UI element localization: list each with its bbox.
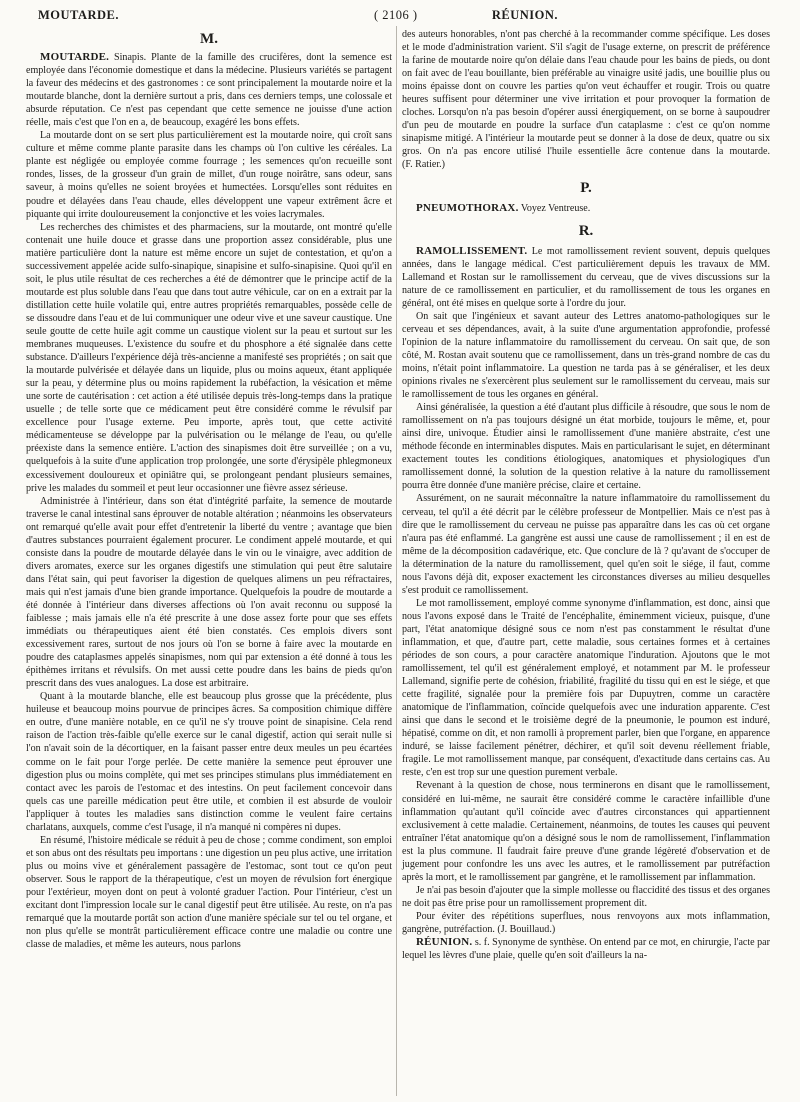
headword-reunion: RÉUNION. xyxy=(416,936,473,949)
running-head-left: MOUTARDE. xyxy=(38,8,120,22)
right-column xyxy=(402,28,770,962)
entry-ramollissement-p6: Revenant à la question de chose, nous terminerons en disant que le ramollissement, considéré en lui-même, ne saurait être considéré comme le caractère infaillible d'une inflammation qu'autant qu'il coïncide avec d'autres circonstances qui appartiennent exclusivement à cette maladie. Certainement, néanmoins, de toutes les causes qui peuvent entraîner l'état anatomique qu'on a désigné sous le nom de ramollissement, l'inflammation est la plus commune. Il faudrait faire preuve d'une grande légèreté d'observation et de jugement pour confondre les uns avec les autres, et le ramollissement par putréfaction après la mort, et le ramollissement par gangrène, et le ramollissement par inflammation. xyxy=(402,780,770,883)
entry-ramollissement-p3: Ainsi généralisée, la question a été d'autant plus difficile à résoudre, que sous le nom de ramollissement on n'a pas toujours désigné un état morbide, toujours le même, et, pour ainsi dire, univoque. Étudier ainsi le ramollissement d'une manière abstraite, c'est une méthode féconde en interminables disputes. Mais en particularisant le sujet, en déterminant exactement toutes les conditions étiologiques, anatomiques et physiologiques d'un ramollissement donné, la solution de la question relative à la nature du ramollissement pourra être donnée d'une manière précise, claire et certaine. xyxy=(402,402,770,492)
entry-moutarde-p4: Administrée à l'intérieur, dans son état d'intégrité parfaite, la semence de moutarde traverse le canal intestinal sans éprouver de notable altération ; néanmoins les observateurs ont remarqué qu'elle avait pour effet d'entretenir la liberté du ventre ; avantage que bien d'autres substances pourraient également procurer. Le condiment appelé moutarde, et qui consiste dans la poudre de moutarde délayée dans le vin ou le vinaigre, avec addition de divers aromates, exerce sur les organes digestifs une stimulation qui peut être salutaire dans l'état sain, qui peut favoriser la digestion de quelques alimens un peu réfractaires, mais qui n'est jamais d'une bien grande importance. Quelquefois la poudre de moutarde a été donnée à l'intérieur dans diverses affections où l'on avait reconnu ou supposé la faiblesse ; mais jamais elle n'a été prescrite à une dose assez forte pour que ses effets immédiats ou thérapeutiques aient été bien constatés. Ces emplois divers sont excessivement rares, surtout de nos jours où l'on se borne à faire avec la moutarde en poudre des cataplasmes appelés sinapismes, nom qui par extension a été donné à tous les épithèmes irritans et révulsifs. On met aussi cette poudre dans les bains de pieds qu'on prescrit dans des vues analogues. La dose est arbitraire. xyxy=(26,495,392,690)
entry-ramollissement xyxy=(402,245,770,310)
entry-ramollissement-p5: Le mot ramollissement, employé comme synonyme d'inflammation, est donc, ainsi que nous l'avons exposé dans le Traité de l'encéphalite, éminemment vicieux, puisque, d'une part, l'état anatomique désigné sous ce nom n'est pas constamment le résultat d'une inflammation, et que, d'autre part, cette maladie, sous certaines formes et à certaines périodes de son cours, a pour caractère anatomique l'induration. Ajoutons que le mot ramollissement, tel qu'il est généralement employé, et notamment par M. le professeur Lallemand, signifie perte de cohésion, friabilité, fragilité du tissu qui en est le siége, et que cette fragilité, signalée pour la première fois par Dupuytren, comme un caractère anatomique de l'inflammation, coïncide quelquefois avec une induration apparente. C'est ainsi que dans le second et le troisième degré de la pneumonie, le poumon est induré, hépatisé, comme on dit, et non ramolli à proprement parler, bien que l'organe, en apparence induré, se laisse facilement pénétrer, déchirer, et qu'il soit devenu réellement friable, fragile. Le mot ramollissement manque, par conséquent, d'exactitude dans certains cas. Au reste, c'en est trop sur une question purement verbale. xyxy=(402,597,770,779)
entry-moutarde-p5: Quant à la moutarde blanche, elle est beaucoup plus grosse que la précédente, plus huileuse et beaucoup moins pourvue de principes âcres. Sa composition chimique diffère en outre, d'une manière notable, en ce qu'il ne s'y trouve point de sinapisine. Cela rend raison de l'action très-faible qu'elle exerce sur le canal digestif, action qui serait nulle si l'on n'avait soin de la décortiquer, en la faisant passer entre deux meules un peu écartées comme on le fait pour l'orge perlée. De cette manière la semence peut éprouver une digestion plus ou moins complète, qui met ses principes stimulans plus immédiatement en contact avec les parois de l'estomac et des intestins. On peut facilement concevoir dans quels cas une pareille médication peut être utile, et combien il est absurde de vouloir l'appliquer à toutes les maladies sans distinction comme le veulent faire certains charlatans, auxquels, comme c'est l'usage, il n'a manqué ni compères ni dupes. xyxy=(26,691,392,833)
entry-moutarde-p3: Les recherches des chimistes et des pharmaciens, sur la moutarde, ont montré qu'elle contenait une huile douce et grasse dans une proportion assez considérable, plus une matière particulière dont la nature est même encore un sujet de contestation, et qu'on a successivement appelée acide sulfo-sinapique, sinapisine et sulfo-sinapisine. Quoi qu'il en soit, le plus utile résultat de ces recherches a été de démontrer que le principe actif de la moutarde est plus soluble dans l'eau que dans tout autre véhicule, car on en a extrait par la distillation cette huile volatile qui, entre autres propriétés remarquables, possède celle de se dissoudre dans l'eau et de lui communiquer une odeur vive et une saveur caustique. Une seule goutte de cette huile agit comme un caustique violent sur la peau et surtout sur les membranes muqueuses. L'existence du soufre et du phosphore a été signalée dans cette substance. D'ailleurs l'expérience déjà très-ancienne a manifesté ses propriétés ; on sait que la moutarde pulvérisée et délayée dans un liquide, plus ou moins aqueux, étant appliquée sur la peau, y détermine plus ou moins rapidement la rubéfaction, la vésication et même une sorte de cautérisation : cet action a été utilisée depuis très-long-temps dans la pratique usuelle ; de telle sorte que ce médicament peut être considéré comme le révulsif par excellence pour l'usage externe. Peu importe, après tout, que cette activité médicamenteuse se développe par la pulvérisation ou le mélange de l'eau, ou qu'elle préexiste dans la semence entière. L'action des sinapismes doit être surveillée ; on a vu, quelquefois à la suite d'une application trop prolongée, une sorte d'érysipèle phlegmoneux excessivement douloureux et opiniâtre qui, se prolongeant pendant plusieurs semaines, prive les malades du sommeil et peut leur occasionner une fièvre assez sérieuse. xyxy=(26,221,393,494)
entry-reunion xyxy=(402,936,770,962)
author-signature-bouillaud: (J. Bouillaud.) xyxy=(497,924,556,935)
author-signature-ratier: (F. Ratier.) xyxy=(402,159,446,171)
entry-moutarde-p2: La moutarde dont on se sert plus particulièrement est la moutarde noire, qui croît sans culture et même comme plante parasite dans les champs où l'on cultive les céréales. La plante est négligée ou employée comme fourrage ; les semences qu'on recueille sont rondes, lisses, de la grosseur d'un grain de millet, d'un rouge noirâtre, sans odeur, sans saveur, à moins qu'elles ne soient broyées et humectées. Lorsqu'elles sont réduites en poudre et délayées dans l'eau chaude, elles développent une vapeur extrêment âcre et piquante qui irrite douloureusement la conjonctive et les voies lacrymales. xyxy=(26,130,392,220)
entry-pneumothorax xyxy=(402,202,770,215)
column-divider xyxy=(396,26,397,1096)
entry-moutarde-p6: En résumé, l'histoire médicale se réduit à peu de chose ; comme condiment, son emploi et son abus ont des résultats peu importans : une digestion un peu plus active, une irritation plus ou moins vive et généralement passagère de l'estomac, sont tout ce qu'on peut observer. Sous le rapport de la thérapeutique, c'est un moyen de révulsion fort énergique pour l'extérieur, moyen dont on peut à volonté graduer l'action. Pour l'intérieur, c'est un excitant dont l'impression locale sur le canal digestif peut être utilisée. Au reste, on n'a pas remarqué que la moutarde portât son action d'une manière spéciale sur tel ou tel organe, et non plus qu'elle se montrât particulièrement efficace contre une maladie ou contre une classe de maladies, et même les auteurs, nous parlons xyxy=(26,834,392,951)
headword-pneumothorax: PNEUMOTHORAX. xyxy=(416,201,519,214)
section-letter-m: M. xyxy=(200,31,218,47)
entry-ramollissement-p2: On sait que l'ingénieux et savant auteur des Lettres anatomo-pathologiques sur le cerveau et ses dépendances, avait, à la suite d'une argumentation approfondie, professé l'opinion de la nature inflammatoire du ramollissement du cerveau. On sait que, de son côté, M. Rostan avait soutenu que ce ramollissement, dans un très-grand nombre de cas du moins, n'était point inflammatoire. La question ne tarda pas à se généraliser, et les deux opinions rivales ne s'exercèrent plus seulement sur le ramollissement du cerveau, mais sur le ramollissement de tous les organes en général. xyxy=(402,310,770,401)
entry-ramollissement-p7: Je n'ai pas besoin d'ajouter que la simple mollesse ou flaccidité des tissus et des organes ne doit pas être prise pour un ramollissement proprement dit. xyxy=(402,884,770,909)
running-head-right: RÉUNION. xyxy=(491,8,558,22)
entry-ramollissement-p8-text: Pour éviter des répétitions superflues, nous renvoyons aux mots inflammation, gangrène, putréfaction. xyxy=(402,910,770,935)
entry-ramollissement-p4: Assurément, on ne saurait méconnaître la nature inflammatoire du ramollissement du cerveau, tel qu'il a été décrit par le célèbre professeur de Montpellier. Mais ce n'est pas à dire que le ramollissement du cerveau ne puisse pas apparaître dans les cas où cet organe n'aura pas été enflammé. La gangrène est aussi une cause de ramollissement ; il en est de même de la décomposition cadavérique, etc. Que conclure de là ? qu'avant de s'occuper de la détermination de la nature du ramollissement, quel qu'en soit le siége, il faut, comme nous l'avons déjà dit, exposer exactement les circonstances diverses au milieu desquelles s'est produit ce ramollissement. xyxy=(402,493,770,596)
continuation-text: des auteurs honorables, n'ont pas cherché à la recommander comme spécifique. Les doses et le mode d'administration varient. S'il s'agit de l'usage externe, on prescrit de préférence la farine de moutarde noire qu'on délaie dans l'eau chaude pour les bains de pieds, ou dont on fait avec de l'eau bouillante, bien préférable au vinaigre usité jadis, une bouillie plus ou moins épaisse dont on couvre les parties qu'on veut échauffer et rougir. Trois ou quatre heures suffisent pour déterminer une vive irritation et pour provoquer la formation de cloches. Lorsqu'on n'a pas besoin d'opérer aussi énergiquement, on se borne à saupoudrer d'un peu de moutarde en poudre la surface d'un cataplasme : c'est ce qu'on nomme sinapisme mitigé. A l'intérieur la moutarde peut se donner à la dose de deux, quatre ou six gros. On n'a pas encore utilisé l'huile essentielle âcre contenue dans la moutarde. xyxy=(402,29,770,158)
entry-reunion-text: s. f. Synonyme de synthèse. On entend par ce mot, en chirurgie, l'acte par lequel les lèvres d'une plaie, quelle qu'en soit d'ailleurs la na- xyxy=(402,937,770,962)
entry-moutarde-continuation xyxy=(402,28,770,172)
section-letter-p: P. xyxy=(580,179,592,196)
left-column xyxy=(26,28,392,951)
cross-reference-link[interactable]: Voyez Ventreuse. xyxy=(520,202,591,214)
running-head xyxy=(38,8,768,24)
entry-moutarde-p1: Sinapis. Plante de la famille des crucifères, dont la semence est employée dans l'économie domestique et dans la médecine. Plusieurs variétés se partagent la faveur des médecins et des gastronomes : ce sont principalement la moutarde noire et la moutarde blanche, dont la dernière surtout a pris, dans ces derniers temps, une colossale et absurde réputation. Ce n'est pas cependant que cette semence ne jouisse d'une action réelle, mais c'est que l'on en a, de beaucoup, exagéré les bons effets. xyxy=(26,52,392,129)
entry-ramollissement-p8 xyxy=(402,910,770,936)
headword-moutarde: MOUTARDE. xyxy=(40,51,110,63)
section-letter-r: R. xyxy=(578,222,594,239)
page-number: ( 2106 ) xyxy=(374,8,418,22)
headword-ramollissement: RAMOLLISSEMENT. xyxy=(416,244,528,257)
entry-ramollissement-p1: Le mot ramollissement revient souvent, depuis quelques années, dans le langage médical. C'est particulièrement depuis les travaux de MM. Lallemand et Rostan sur le ramollissement du cerveau, que de vives discussions sur la nature de ce ramollissement en particulier, et du ramollissement de tous les organes en général, ont été mises en quelque sorte à l'ordre du jour. xyxy=(402,245,770,309)
entry-moutarde xyxy=(26,51,392,129)
